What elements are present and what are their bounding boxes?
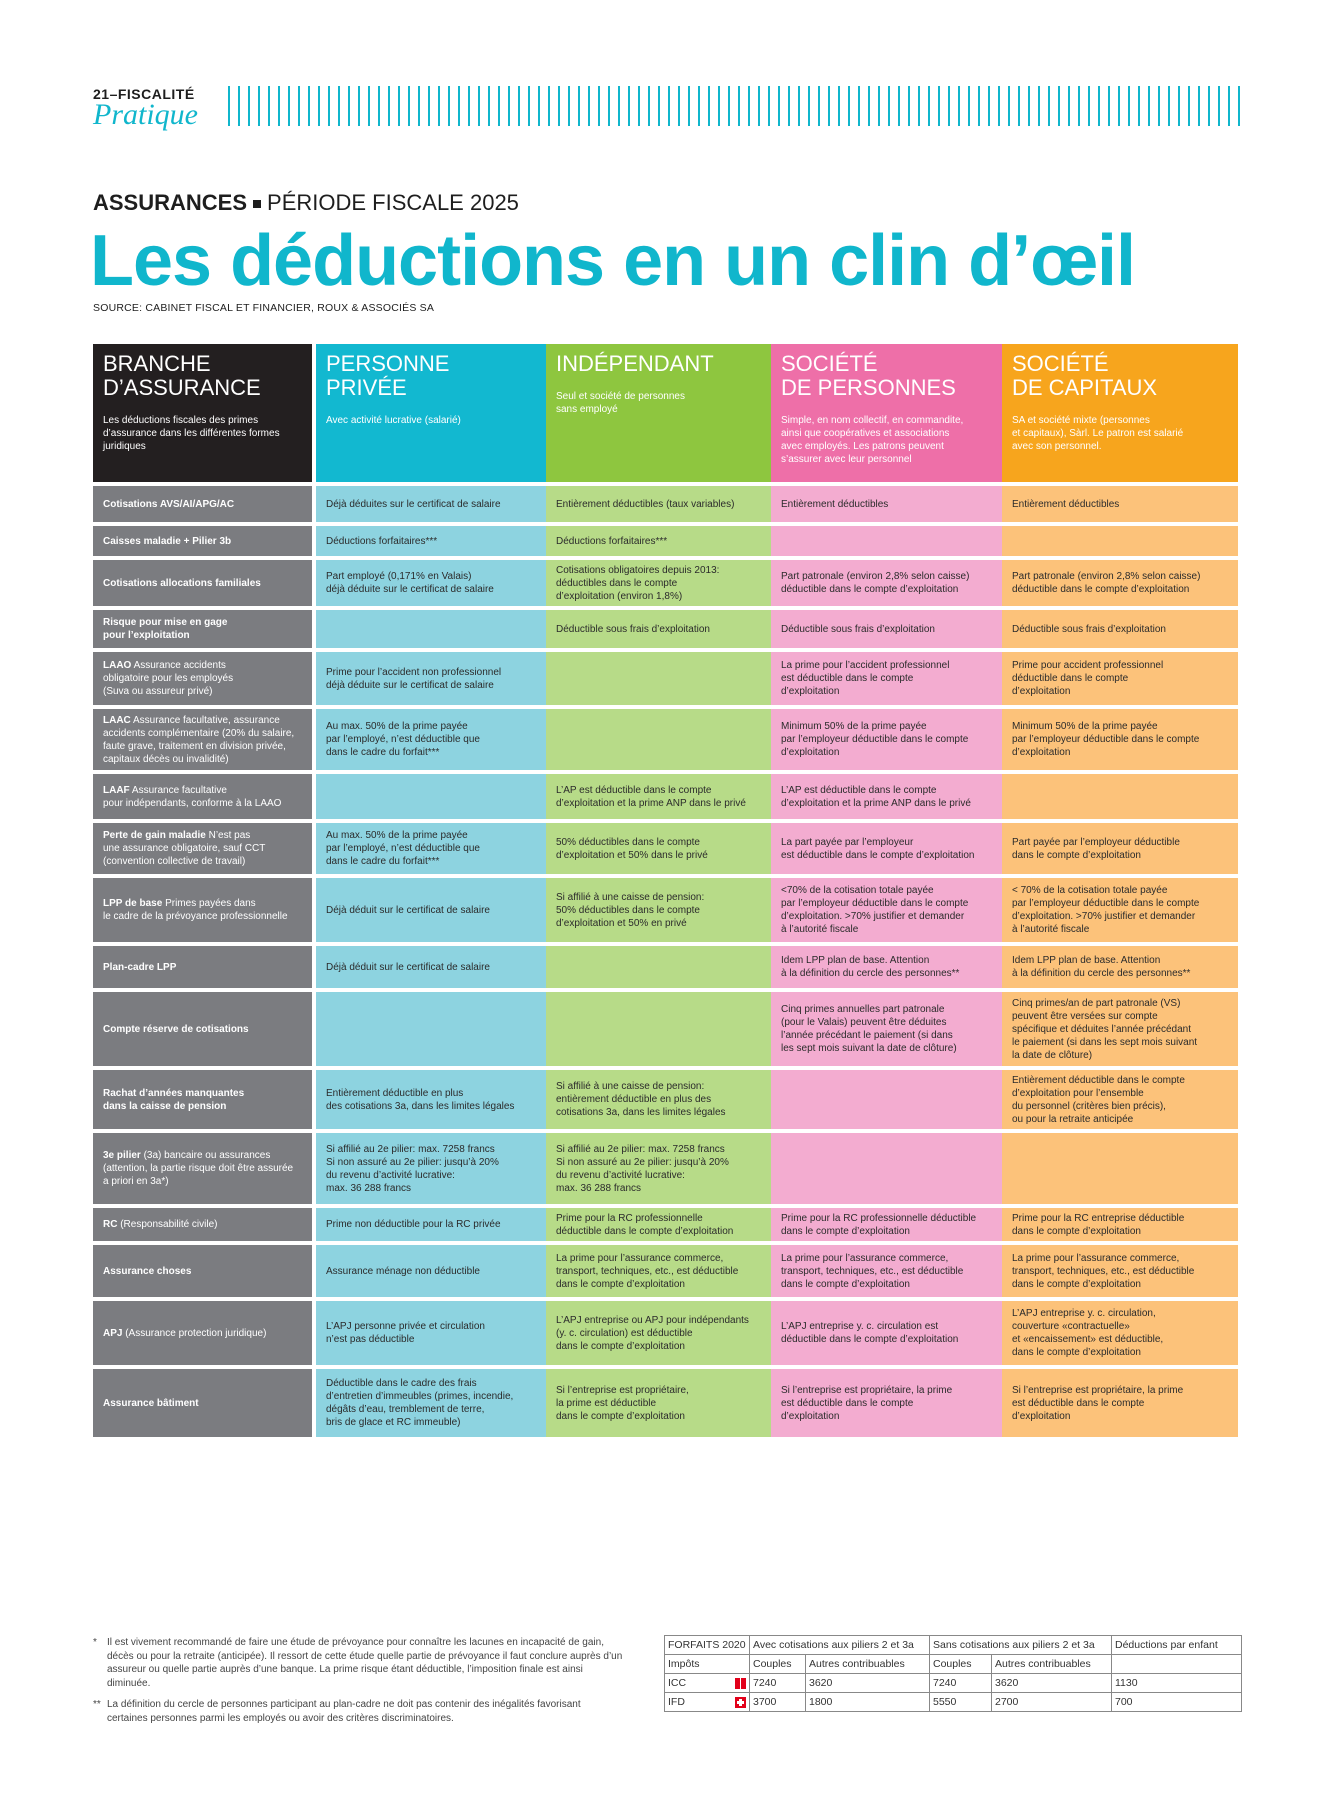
table-cell: Si l’entreprise est propriétaire, la prime est déductible dans le compte d’exploitation bbox=[1002, 1369, 1238, 1437]
forfait-value: 3700 bbox=[750, 1693, 806, 1712]
table-cell: Si l’entreprise est propriétaire, la prime est déductible dans le compte d’exploitation bbox=[771, 1369, 1002, 1437]
forfaits-header: Sans cotisations aux piliers 2 et 3a bbox=[930, 1636, 1112, 1655]
forfait-value: 700 bbox=[1112, 1693, 1242, 1712]
row-label bbox=[103, 1265, 191, 1278]
table-cell: Prime pour la RC professionnelle déductible dans le compte d’exploitation bbox=[546, 1208, 771, 1241]
table-cell: Si affilié à une caisse de pension: entièrement déductible en plus des cotisations 3a, dans les limites légales bbox=[546, 1070, 771, 1129]
table-row bbox=[93, 1208, 1242, 1241]
column-header-personne-privee bbox=[316, 344, 546, 482]
table-cell: Part patronale (environ 2,8% selon caisse) déductible dans le compte d’exploitation bbox=[1002, 560, 1238, 606]
table-cell: Entièrement déductibles (taux variables) bbox=[546, 486, 771, 522]
forfait-value: 7240 bbox=[750, 1674, 806, 1693]
table-cell: La prime pour l’assurance commerce, transport, techniques, etc., est déductible dans le compte d’exploitation bbox=[771, 1245, 1002, 1297]
page-header bbox=[93, 82, 1241, 132]
table-cell: 50% déductibles dans le compte d’exploitation et 50% dans le privé bbox=[546, 823, 771, 874]
table-cell bbox=[316, 774, 546, 819]
table-row bbox=[93, 526, 1242, 556]
column-header-branche bbox=[93, 344, 312, 482]
table-row bbox=[93, 486, 1242, 522]
decorative-tick-bar bbox=[228, 86, 1241, 126]
table-row bbox=[93, 560, 1242, 606]
forfait-value: 1130 bbox=[1112, 1674, 1242, 1693]
table-cell: Déductible sous frais d’exploitation bbox=[546, 610, 771, 648]
row-label-cell bbox=[93, 1301, 312, 1365]
row-label-detail: (Responsabilité civile) bbox=[117, 1219, 218, 1230]
table-cell bbox=[1002, 774, 1238, 819]
table-row bbox=[93, 823, 1242, 874]
row-label-cell bbox=[93, 526, 312, 556]
column-title: INDÉPENDANT bbox=[556, 351, 714, 376]
row-label-cell bbox=[93, 1208, 312, 1241]
row-label-bold: LAAC bbox=[103, 714, 131, 726]
table-cell: Au max. 50% de la prime payée par l’employé, n’est déductible que dans le cadre du forfait*** bbox=[316, 823, 546, 874]
row-label-bold: Perte de gain maladie bbox=[103, 830, 206, 841]
row-label-bold: Rachat d’années manquantes dans la caisse de pension bbox=[103, 1087, 245, 1112]
table-cell: L’AP est déductible dans le compte d’exploitation et la prime ANP dans le privé bbox=[771, 774, 1002, 819]
table-header-row bbox=[93, 344, 1242, 482]
column-header-societe-personnes bbox=[771, 344, 1002, 482]
source-line: SOURCE: CABINET FISCAL ET FINANCIER, ROUX & ASSOCIÉS SA bbox=[93, 302, 435, 314]
table-cell: Déductible sous frais d’exploitation bbox=[771, 610, 1002, 648]
table-cell: Si affilié au 2e pilier: max. 7258 francs Si non assuré au 2e pilier: jusqu’à 20% du revenu d’activité lucrative: max. 36 288 francs bbox=[546, 1133, 771, 1204]
table-cell: La prime pour l’assurance commerce, transport, techniques, etc., est déductible dans le compte d’exploitation bbox=[546, 1245, 771, 1297]
row-label-cell bbox=[93, 486, 312, 522]
column-desc: Simple, en nom collectif, en commandite, ainsi que coopératives et associations avec employés. Les patrons peuvent s’assurer avec leur personnel bbox=[781, 415, 964, 465]
table-cell: Si affilié au 2e pilier: max. 7258 francs Si non assuré au 2e pilier: jusqu’à 20% du revenu d’activité lucrative: max. 36 288 francs bbox=[316, 1133, 546, 1204]
table-cell: Part payée par l’employeur déductible dans le compte d’exploitation bbox=[1002, 823, 1238, 874]
forfaits-header: Déductions par enfant bbox=[1112, 1636, 1242, 1655]
table-cell bbox=[1002, 526, 1238, 556]
row-label-bold: LAAO bbox=[103, 660, 132, 671]
row-label bbox=[103, 1218, 218, 1231]
row-label bbox=[103, 535, 231, 548]
row-label-cell bbox=[93, 610, 312, 648]
table-cell bbox=[771, 526, 1002, 556]
table-row bbox=[93, 610, 1242, 648]
row-label bbox=[103, 1149, 293, 1188]
row-label-bold: Cotisations AVS/AI/APG/AC bbox=[103, 498, 235, 510]
forfaits-subheader: Couples bbox=[750, 1655, 806, 1674]
row-label-detail: Assurance facultative, assurance accidents complémentaire (20% du salaire, faute grave, traitement en division privée, capitaux décès ou invalidité) bbox=[103, 714, 295, 765]
forfaits-row bbox=[665, 1693, 1242, 1712]
row-label-detail: Assurance accidents obligatoire pour les employés (Suva ou assureur privé) bbox=[103, 660, 234, 697]
table-row bbox=[93, 774, 1242, 819]
row-label-bold: Plan-cadre LPP bbox=[103, 961, 177, 973]
forfaits-table bbox=[664, 1635, 1242, 1712]
row-label bbox=[103, 616, 227, 642]
tax-name bbox=[665, 1693, 750, 1712]
row-label-bold: Cotisations allocations familiales bbox=[103, 577, 261, 589]
table-cell: Part employé (0,171% en Valais) déjà déduite sur le certificat de salaire bbox=[316, 560, 546, 606]
table-cell: Déductible sous frais d’exploitation bbox=[1002, 610, 1238, 648]
row-label-cell bbox=[93, 1133, 312, 1204]
row-label bbox=[103, 1023, 249, 1036]
forfaits-subheader bbox=[1112, 1655, 1242, 1674]
table-cell: Cinq primes/an de part patronale (VS) peuvent être versées sur compte spécifique et déduites l’année précédant le paiement (si dans les sept mois suivant la date de clôture) bbox=[1002, 992, 1238, 1066]
forfaits-header: FORFAITS 2020 bbox=[665, 1636, 750, 1655]
table-row bbox=[93, 878, 1242, 942]
footnotes bbox=[93, 1636, 623, 1733]
row-label-bold: 3e pilier bbox=[103, 1150, 141, 1161]
kicker-bold: ASSURANCES bbox=[93, 190, 248, 215]
row-label-bold: Assurance bâtiment bbox=[103, 1397, 199, 1409]
forfait-value: 3620 bbox=[992, 1674, 1112, 1693]
table-cell: Déjà déduit sur le certificat de salaire bbox=[316, 946, 546, 988]
row-label-cell bbox=[93, 1245, 312, 1297]
forfait-value: 5550 bbox=[930, 1693, 992, 1712]
table-cell: L’APJ personne privée et circulation n’est pas déductible bbox=[316, 1301, 546, 1365]
column-desc: Avec activité lucrative (salarié) bbox=[326, 415, 461, 426]
kicker-rest: PÉRIODE FISCALE 2025 bbox=[267, 190, 519, 215]
forfait-value: 7240 bbox=[930, 1674, 992, 1693]
table-body bbox=[93, 486, 1242, 1437]
row-label-cell bbox=[93, 878, 312, 942]
forfait-value: 2700 bbox=[992, 1693, 1112, 1712]
tax-name-label: ICC bbox=[668, 1677, 687, 1689]
forfaits-row bbox=[665, 1674, 1242, 1693]
table-cell: Assurance ménage non déductible bbox=[316, 1245, 546, 1297]
table-row bbox=[93, 1369, 1242, 1437]
table-cell bbox=[546, 946, 771, 988]
column-header-societe-capitaux bbox=[1002, 344, 1238, 482]
table-cell bbox=[546, 992, 771, 1066]
table-cell bbox=[771, 1133, 1002, 1204]
forfaits-header-row bbox=[665, 1636, 1242, 1655]
table-row bbox=[93, 1133, 1242, 1204]
table-row bbox=[93, 652, 1242, 705]
row-label-bold: Risque pour mise en gage pour l’exploitation bbox=[103, 617, 228, 641]
valais-flag-icon bbox=[735, 1678, 746, 1689]
footnote-text: La définition du cercle de personnes participant au plan-cadre ne doit pas contenir des inégalités favorisant certaines personnes parmi les employés ou avoir des critères discriminatoires. bbox=[107, 1699, 581, 1724]
table-cell: Déjà déduit sur le certificat de salaire bbox=[316, 878, 546, 942]
square-bullet-icon bbox=[253, 200, 261, 208]
row-label-bold: Assurance choses bbox=[103, 1265, 192, 1277]
row-label bbox=[103, 784, 281, 810]
table-row bbox=[93, 709, 1242, 770]
table-cell bbox=[546, 652, 771, 705]
table-cell: Prime pour accident professionnel déductible dans le compte d’exploitation bbox=[1002, 652, 1238, 705]
table-cell: L’APJ entreprise y. c. circulation est déductible dans le compte d’exploitation bbox=[771, 1301, 1002, 1365]
table-cell: Entièrement déductible dans le compte d’exploitation pour l’ensemble du personnel (critères bien précis), ou pour la retraite anticipée bbox=[1002, 1070, 1238, 1129]
column-desc: Seul et société de personnes sans employé bbox=[556, 391, 685, 415]
column-title: PERSONNE PRIVÉE bbox=[326, 351, 450, 400]
column-title: SOCIÉTÉ DE PERSONNES bbox=[781, 351, 956, 400]
table-cell: Si affilié à une caisse de pension: 50% déductibles dans le compte d’exploitation et 50% en privé bbox=[546, 878, 771, 942]
table-cell: L’APJ entreprise y. c. circulation, couverture «contractuelle» et «encaissement» est déductible, dans le compte d’exploitation bbox=[1002, 1301, 1238, 1365]
row-label bbox=[103, 829, 265, 868]
table-cell: L’APJ entreprise ou APJ pour indépendants (y. c. circulation) est déductible dans le compte d’exploitation bbox=[546, 1301, 771, 1365]
row-label bbox=[103, 1087, 244, 1113]
forfaits-subheader: Autres contribuables bbox=[992, 1655, 1112, 1674]
row-label bbox=[103, 659, 233, 698]
forfait-value: 1800 bbox=[806, 1693, 930, 1712]
section-label: 21–FISCALITÉ bbox=[93, 86, 195, 102]
table-cell: Déductions forfaitaires*** bbox=[546, 526, 771, 556]
table-cell: < 70% de la cotisation totale payée par l’employeur déductible dans le compte d’exploitation. >70% justifier et demander à l’autorité fiscale bbox=[1002, 878, 1238, 942]
forfaits-subheader: Autres contribuables bbox=[806, 1655, 930, 1674]
tax-name-label: IFD bbox=[668, 1696, 685, 1708]
row-label-bold: APJ bbox=[103, 1327, 123, 1339]
row-label-detail: N’est pas une assurance obligatoire, sauf CCT (convention collective de travail) bbox=[103, 830, 266, 867]
forfaits-subheader: Couples bbox=[930, 1655, 992, 1674]
forfaits-subheader: Impôts bbox=[665, 1655, 750, 1674]
row-label-bold: Compte réserve de cotisations bbox=[103, 1023, 249, 1035]
forfaits-header: Avec cotisations aux piliers 2 et 3a bbox=[750, 1636, 930, 1655]
row-label-cell bbox=[93, 652, 312, 705]
deductions-table bbox=[93, 344, 1242, 1437]
row-label-bold: Caisses maladie + Pilier 3b bbox=[103, 535, 232, 547]
row-label bbox=[103, 577, 261, 590]
table-cell: Au max. 50% de la prime payée par l’employé, n’est déductible que dans le cadre du forfait*** bbox=[316, 709, 546, 770]
column-desc: Les déductions fiscales des primes d’assurance dans les différentes formes juridiques bbox=[103, 415, 280, 452]
row-label bbox=[103, 961, 176, 974]
row-label-detail: Primes payées dans le cadre de la prévoyance professionnelle bbox=[103, 898, 288, 922]
subsection-label: Pratique bbox=[93, 98, 198, 131]
table-cell bbox=[316, 610, 546, 648]
row-label bbox=[103, 897, 288, 923]
footnote bbox=[93, 1698, 623, 1725]
table-row bbox=[93, 1301, 1242, 1365]
table-cell: Déductible dans le cadre des frais d’entretien d’immeubles (primes, incendie, dégâts d’eau, tremblement de terre, bris de glace et RC immeuble) bbox=[316, 1369, 546, 1437]
table-cell: Idem LPP plan de base. Attention à la définition du cercle des personnes** bbox=[771, 946, 1002, 988]
table-cell: La prime pour l’accident professionnel est déductible dans le compte d’exploitation bbox=[771, 652, 1002, 705]
table-cell: La part payée par l’employeur est déductible dans le compte d’exploitation bbox=[771, 823, 1002, 874]
table-cell: Prime pour l’accident non professionnel déjà déduite sur le certificat de salaire bbox=[316, 652, 546, 705]
row-label bbox=[103, 714, 294, 766]
tax-name bbox=[665, 1674, 750, 1693]
column-header-independant bbox=[546, 344, 771, 482]
table-row bbox=[93, 1245, 1242, 1297]
table-cell bbox=[1002, 1133, 1238, 1204]
footnote-mark: * bbox=[93, 1637, 97, 1648]
table-cell bbox=[771, 1070, 1002, 1129]
row-label-cell bbox=[93, 946, 312, 988]
footnote-text: Il est vivement recommandé de faire une étude de prévoyance pour connaître les lacunes en incapacité de gain, décès ou pour la retraite (anticipée). Il ressort de cette étude quelle partie de prévoyance il faut conclure auprès d’un assureur ou quelle partie auprès d’une banque. La prime risque étant déductible, l’imposition finale est ainsi diminuée. bbox=[107, 1637, 623, 1689]
row-label-detail: (Assurance protection juridique) bbox=[122, 1327, 267, 1339]
table-row bbox=[93, 946, 1242, 988]
row-label-cell bbox=[93, 1369, 312, 1437]
table-cell: Idem LPP plan de base. Attention à la définition du cercle des personnes** bbox=[1002, 946, 1238, 988]
forfaits-sub-row bbox=[665, 1655, 1242, 1674]
page-title: Les déductions en un clin d’œil bbox=[90, 221, 1136, 301]
table-cell: Prime non déductible pour la RC privée bbox=[316, 1208, 546, 1241]
table-cell: Prime pour la RC professionnelle déductible dans le compte d’exploitation bbox=[771, 1208, 1002, 1241]
row-label-detail: (3a) bancaire ou assurances (attention, la partie risque doit être assurée a priori en 3a*) bbox=[103, 1150, 294, 1187]
row-label-bold: LPP de base bbox=[103, 898, 163, 909]
table-cell bbox=[546, 709, 771, 770]
row-label bbox=[103, 498, 234, 511]
table-cell: Entièrement déductible en plus des cotisations 3a, dans les limites légales bbox=[316, 1070, 546, 1129]
table-cell: Minimum 50% de la prime payée par l’employeur déductible dans le compte d’exploitation bbox=[1002, 709, 1238, 770]
table-cell: Prime pour la RC entreprise déductible dans le compte d’exploitation bbox=[1002, 1208, 1238, 1241]
column-title: BRANCHE D’ASSURANCE bbox=[103, 351, 261, 400]
table-cell: L’AP est déductible dans le compte d’exploitation et la prime ANP dans le privé bbox=[546, 774, 771, 819]
column-desc: SA et société mixte (personnes et capitaux), Sàrl. Le patron est salarié avec son personnel. bbox=[1012, 415, 1184, 452]
table-cell: Minimum 50% de la prime payée par l’employeur déductible dans le compte d’exploitation bbox=[771, 709, 1002, 770]
row-label bbox=[103, 1327, 266, 1340]
table-cell: Cotisations obligatoires depuis 2013: déductibles dans le compte d’exploitation (environ 1,8%) bbox=[546, 560, 771, 606]
kicker bbox=[93, 190, 519, 216]
row-label-bold: LAAF bbox=[103, 784, 130, 796]
row-label-cell bbox=[93, 992, 312, 1066]
table-cell: Part patronale (environ 2,8% selon caisse) déductible dans le compte d’exploitation bbox=[771, 560, 1002, 606]
table-cell: La prime pour l’assurance commerce, transport, techniques, etc., est déductible dans le compte d’exploitation bbox=[1002, 1245, 1238, 1297]
table-row bbox=[93, 992, 1242, 1066]
row-label-bold: RC bbox=[103, 1219, 118, 1230]
row-label bbox=[103, 1397, 199, 1410]
table-cell: Entièrement déductibles bbox=[771, 486, 1002, 522]
row-label-cell bbox=[93, 560, 312, 606]
row-label-detail: Assurance facultative pour indépendants, conforme à la LAAO bbox=[103, 784, 282, 809]
table-cell bbox=[316, 992, 546, 1066]
table-cell: Si l’entreprise est propriétaire, la prime est déductible dans le compte d’exploitation bbox=[546, 1369, 771, 1437]
table-cell: Entièrement déductibles bbox=[1002, 486, 1238, 522]
footnote-mark: ** bbox=[93, 1699, 101, 1710]
table-cell: Déjà déduites sur le certificat de salaire bbox=[316, 486, 546, 522]
table-cell: <70% de la cotisation totale payée par l’employeur déductible dans le compte d’exploitation. >70% justifier et demander à l’autorité fiscale bbox=[771, 878, 1002, 942]
footnote bbox=[93, 1636, 623, 1690]
row-label-cell bbox=[93, 709, 312, 770]
swiss-flag-icon bbox=[735, 1697, 746, 1708]
table-cell: Déductions forfaitaires*** bbox=[316, 526, 546, 556]
row-label-cell bbox=[93, 1070, 312, 1129]
table-cell: Cinq primes annuelles part patronale (pour le Valais) peuvent être déduites l’année précédant le paiement (si dans les sept mois suivant la date de clôture) bbox=[771, 992, 1002, 1066]
column-title: SOCIÉTÉ DE CAPITAUX bbox=[1012, 351, 1158, 400]
row-label-cell bbox=[93, 774, 312, 819]
row-label-cell bbox=[93, 823, 312, 874]
forfait-value: 3620 bbox=[806, 1674, 930, 1693]
table-row bbox=[93, 1070, 1242, 1129]
